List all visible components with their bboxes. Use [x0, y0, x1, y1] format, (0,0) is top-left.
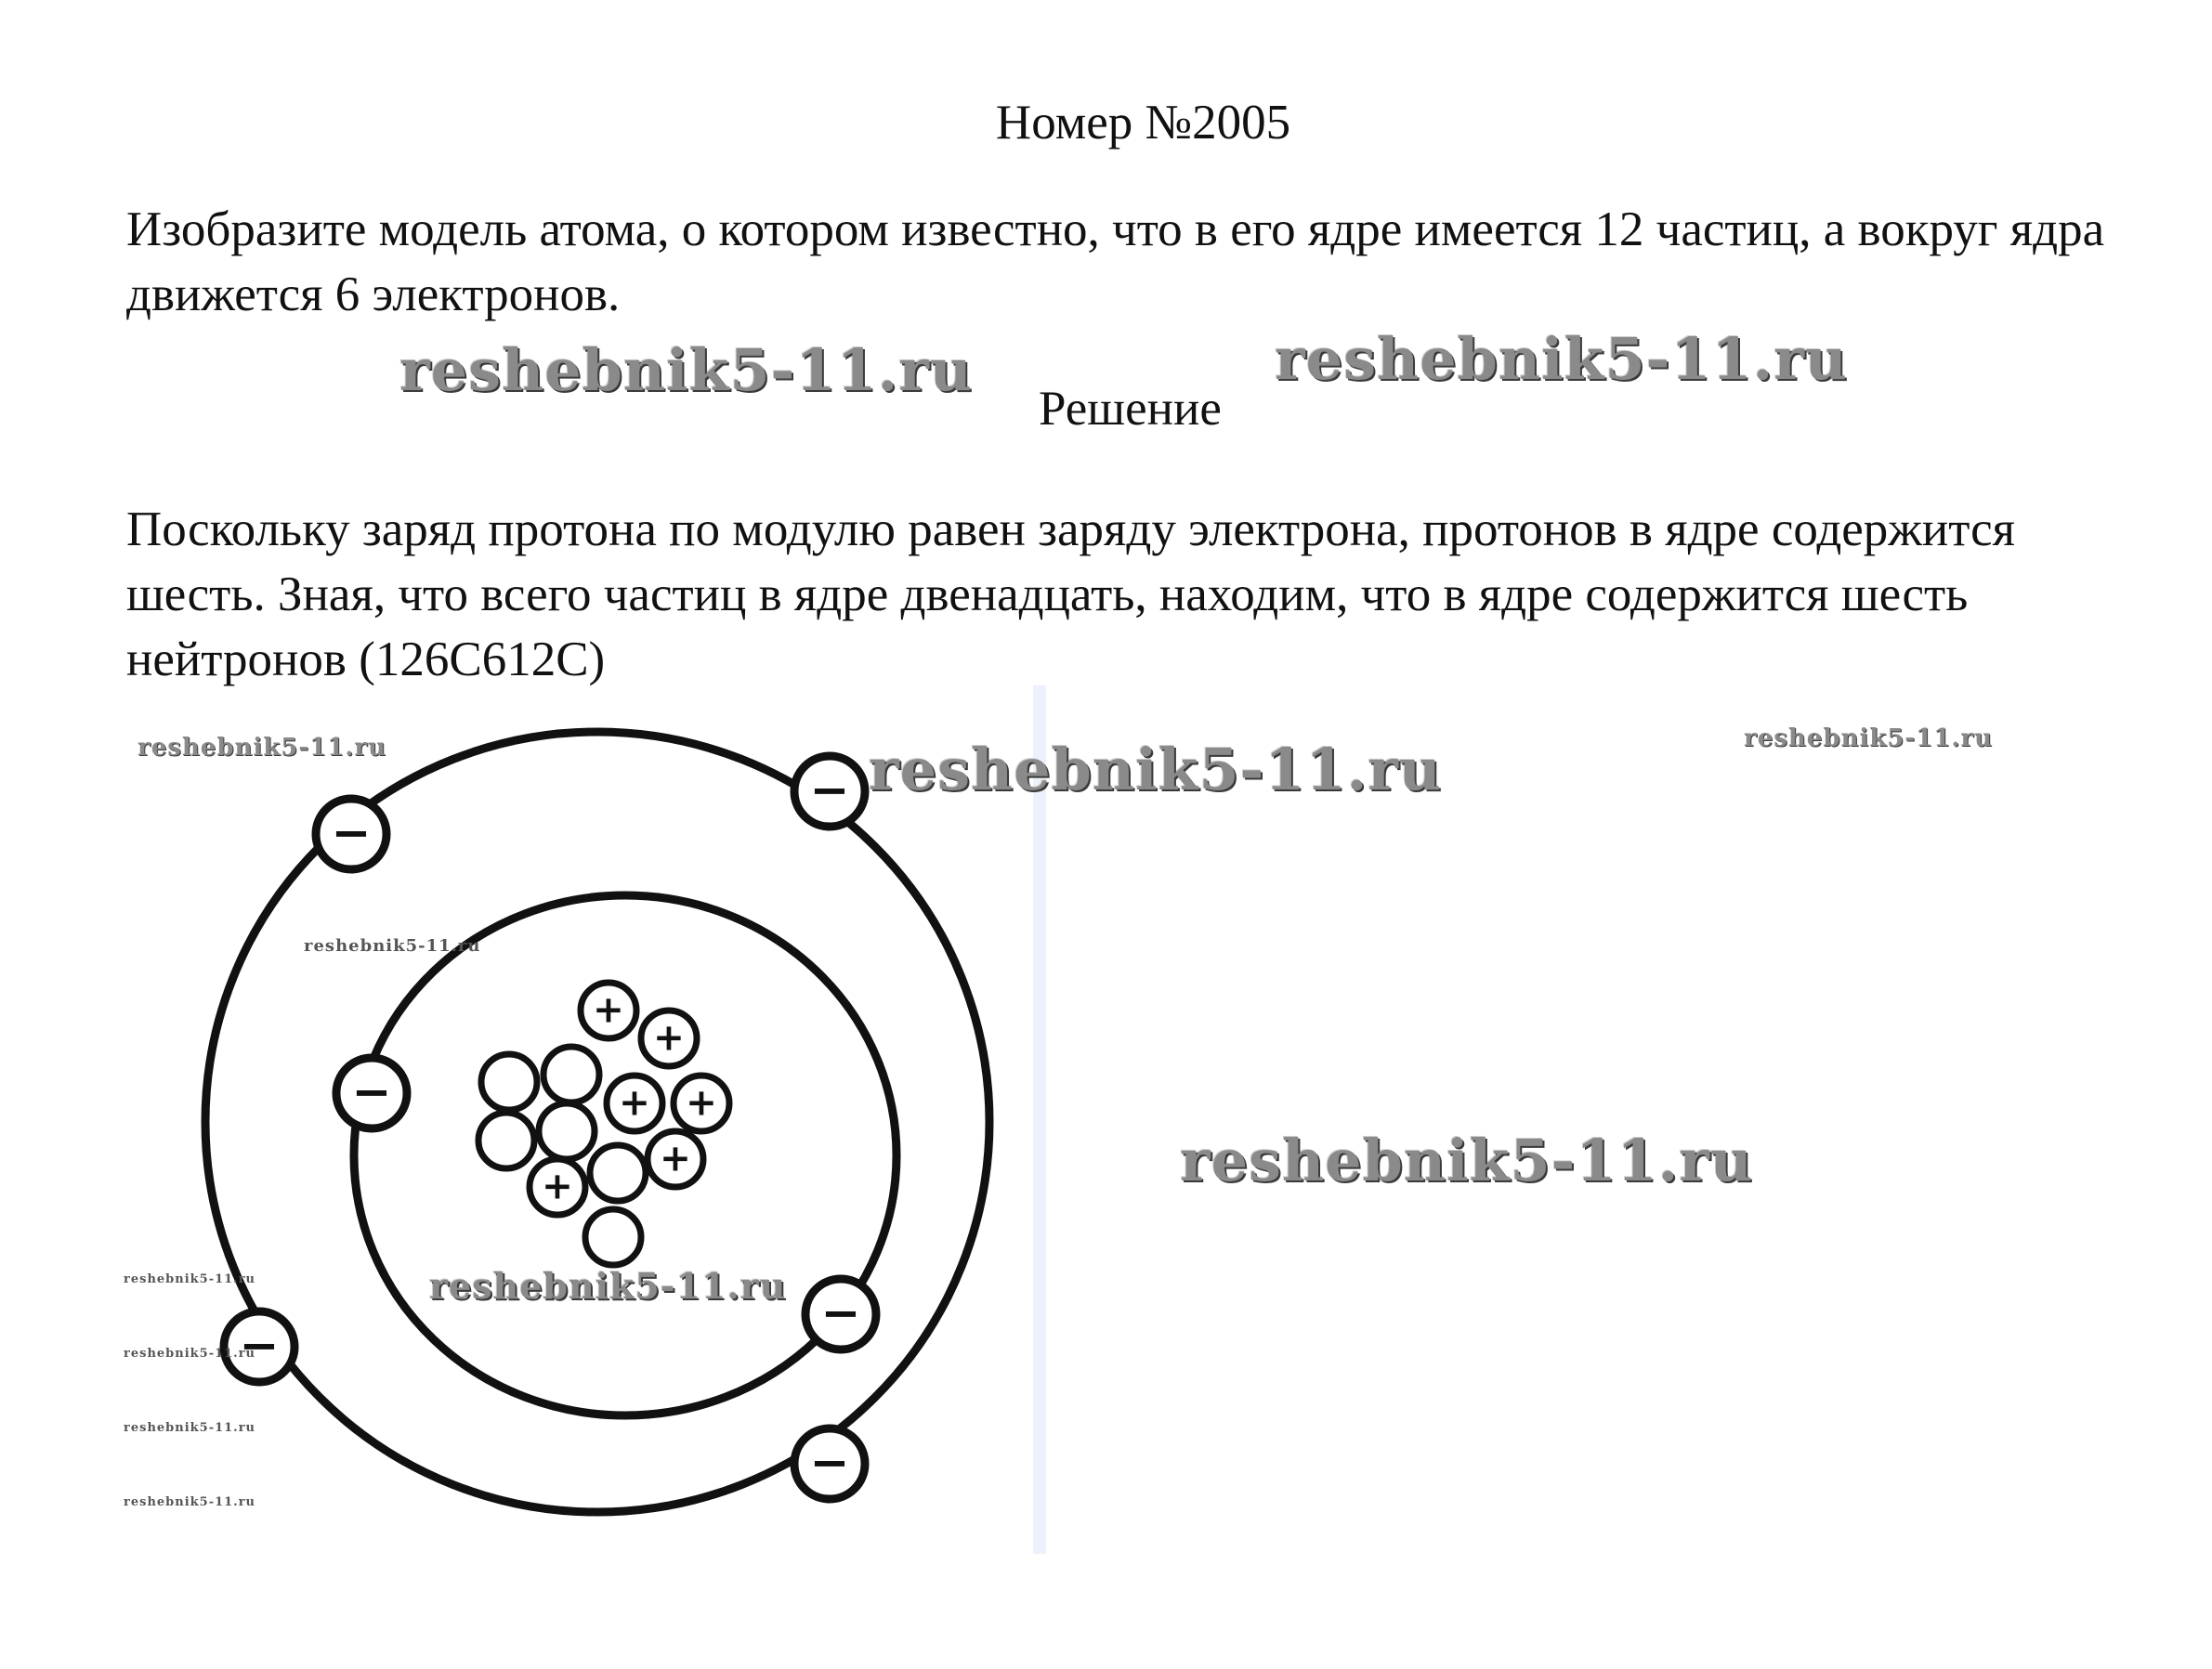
solution-text: Поскольку заряд протона по модулю равен заряду электрона, протонов в ядре содержится шесть. Зная, что всего частиц в ядре двенадцать, находим, что в ядре содержится шесть нейтронов (126С612С)	[126, 502, 2015, 686]
electron	[336, 1058, 407, 1128]
proton	[530, 1159, 585, 1215]
proton	[607, 1076, 662, 1131]
proton	[648, 1131, 703, 1187]
watermark: reshebnik5-11.ru	[304, 936, 481, 956]
neutron	[543, 1047, 599, 1102]
plus-sign: +	[686, 1079, 717, 1125]
minus-sign: −	[351, 1063, 392, 1120]
electron	[805, 1279, 876, 1350]
proton	[581, 983, 636, 1038]
watermark: reshebnik5-11.ru	[137, 734, 387, 762]
neutron	[539, 1103, 595, 1159]
proton	[674, 1076, 729, 1131]
watermark: reshebnik5-11.ru	[1744, 724, 1994, 752]
watermark: reshebnik5-11.ru	[429, 1265, 787, 1307]
minus-sign: −	[809, 1434, 850, 1491]
watermark: reshebnik5-11.ru	[124, 1272, 256, 1286]
plus-sign: +	[653, 1014, 685, 1060]
watermark: reshebnik5-11.ru	[124, 1495, 256, 1509]
watermark: reshebnik5-11.ru	[124, 1347, 256, 1361]
neutron	[478, 1113, 534, 1168]
page-title: Номер №2005	[995, 96, 1291, 150]
task-text: Изобразите модель атома, о котором известно, что в его ядре имеется 12 частиц, а вокруг ядра движется 6 электронов.	[126, 202, 2105, 321]
plus-sign: +	[619, 1079, 650, 1125]
electron	[316, 799, 386, 869]
watermark: reshebnik5-11.ru	[124, 1421, 256, 1435]
plus-sign: +	[593, 986, 624, 1032]
electron	[794, 1428, 865, 1499]
neutron	[481, 1054, 537, 1110]
neutron	[585, 1209, 641, 1265]
solution-heading: Решение	[1039, 382, 1222, 436]
watermark: reshebnik5-11.ru	[1180, 1127, 1753, 1194]
electron	[794, 756, 865, 827]
watermark: reshebnik5-11.ru	[399, 336, 973, 404]
plus-sign: +	[542, 1163, 573, 1208]
minus-sign: −	[239, 1317, 280, 1374]
plus-sign: +	[660, 1135, 691, 1180]
minus-sign: −	[331, 804, 372, 861]
neutron	[590, 1145, 646, 1201]
watermark: reshebnik5-11.ru	[1275, 325, 1848, 393]
watermark: reshebnik5-11.ru	[869, 736, 1442, 803]
proton	[641, 1011, 697, 1066]
minus-sign: −	[820, 1284, 861, 1341]
minus-sign: −	[809, 762, 850, 818]
